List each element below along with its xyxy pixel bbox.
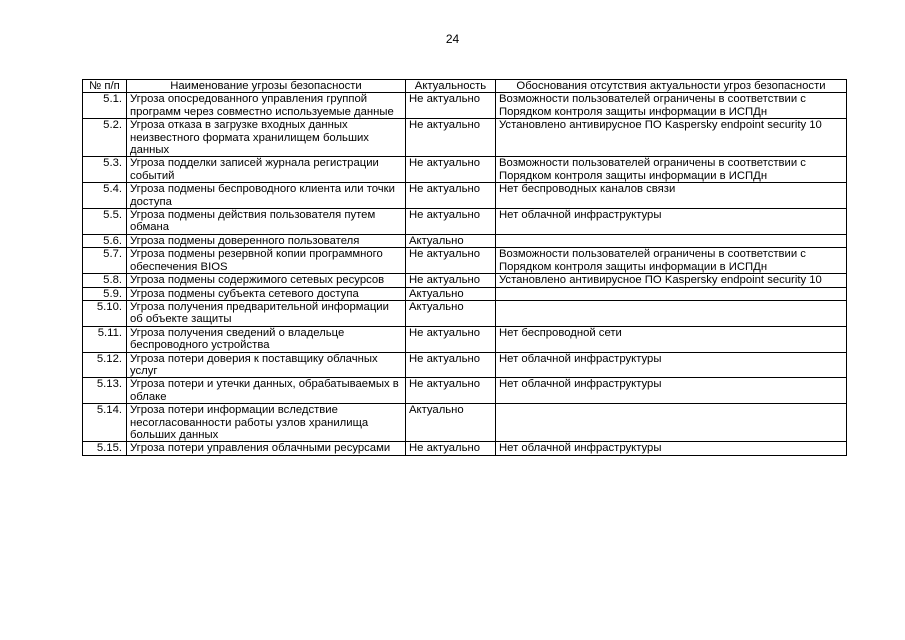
- row-name: Угроза потери управления облачными ресурсами: [127, 442, 406, 455]
- row-name: Угроза подмены содержимого сетевых ресурсов: [127, 274, 406, 287]
- row-actuality: Не актуально: [406, 248, 496, 274]
- table-row: [83, 326, 847, 352]
- row-num: 5.11.: [83, 326, 127, 352]
- row-name: Угроза получения предварительной информации об объекте защиты: [127, 300, 406, 326]
- row-num: 5.5.: [83, 209, 127, 235]
- header-actuality: Актуальность: [406, 80, 496, 93]
- row-actuality: Не актуально: [406, 209, 496, 235]
- row-justification: Возможности пользователей ограничены в соответствии с Порядком контроля защиты информации в ИСПДн: [496, 93, 847, 119]
- row-actuality: Не актуально: [406, 93, 496, 119]
- row-justification: Нет облачной инфраструктуры: [496, 209, 847, 235]
- row-name: Угроза отказа в загрузке входных данных неизвестного формата хранилищем больших данных: [127, 119, 406, 157]
- row-name: Угроза потери и утечки данных, обрабатываемых в облаке: [127, 378, 406, 404]
- row-num: 5.14.: [83, 404, 127, 442]
- row-actuality: Не актуально: [406, 442, 496, 455]
- table-row: [83, 378, 847, 404]
- row-name: Угроза подделки записей журнала регистрации событий: [127, 157, 406, 183]
- row-num: 5.13.: [83, 378, 127, 404]
- row-actuality: Актуально: [406, 234, 496, 247]
- row-justification: Возможности пользователей ограничены в соответствии с Порядком контроля защиты информации в ИСПДн: [496, 157, 847, 183]
- row-num: 5.8.: [83, 274, 127, 287]
- row-justification: Возможности пользователей ограничены в соответствии с Порядком контроля защиты информации в ИСПДн: [496, 248, 847, 274]
- row-num: 5.7.: [83, 248, 127, 274]
- row-actuality: Актуально: [406, 287, 496, 300]
- table-row: [83, 93, 847, 119]
- row-num: 5.9.: [83, 287, 127, 300]
- table-header-row: [83, 80, 847, 93]
- row-justification: Нет облачной инфраструктуры: [496, 378, 847, 404]
- table-row: [83, 248, 847, 274]
- row-actuality: Не актуально: [406, 183, 496, 209]
- table-row: [83, 209, 847, 235]
- row-actuality: Не актуально: [406, 326, 496, 352]
- row-actuality: Не актуально: [406, 274, 496, 287]
- table-row: [83, 300, 847, 326]
- row-actuality: Не актуально: [406, 157, 496, 183]
- row-num: 5.3.: [83, 157, 127, 183]
- row-name: Угроза подмены субъекта сетевого доступа: [127, 287, 406, 300]
- row-num: 5.1.: [83, 93, 127, 119]
- row-name: Угроза получения сведений о владельце беспроводного устройства: [127, 326, 406, 352]
- table-row: [83, 119, 847, 157]
- row-num: 5.2.: [83, 119, 127, 157]
- row-num: 5.12.: [83, 352, 127, 378]
- row-actuality: Не актуально: [406, 378, 496, 404]
- table-row: [83, 404, 847, 442]
- row-justification: [496, 234, 847, 247]
- threats-table: [82, 79, 847, 456]
- table-row: [83, 274, 847, 287]
- row-name: Угроза потери доверия к поставщику облачных услуг: [127, 352, 406, 378]
- row-justification: [496, 404, 847, 442]
- row-justification: Нет беспроводной сети: [496, 326, 847, 352]
- table-row: [83, 442, 847, 455]
- row-actuality: Актуально: [406, 404, 496, 442]
- table-row: [83, 183, 847, 209]
- row-justification: [496, 287, 847, 300]
- row-name: Угроза подмены действия пользователя путем обмана: [127, 209, 406, 235]
- row-num: 5.15.: [83, 442, 127, 455]
- table-row: [83, 352, 847, 378]
- row-num: 5.6.: [83, 234, 127, 247]
- row-actuality: Не актуально: [406, 119, 496, 157]
- row-justification: Нет облачной инфраструктуры: [496, 352, 847, 378]
- row-name: Угроза подмены резервной копии программного обеспечения BIOS: [127, 248, 406, 274]
- table-row: [83, 287, 847, 300]
- row-actuality: Не актуально: [406, 352, 496, 378]
- row-num: 5.10.: [83, 300, 127, 326]
- row-justification: Нет беспроводных каналов связи: [496, 183, 847, 209]
- row-num: 5.4.: [83, 183, 127, 209]
- row-actuality: Актуально: [406, 300, 496, 326]
- header-name: Наименование угрозы безопасности: [127, 80, 406, 93]
- row-name: Угроза подмены беспроводного клиента или точки доступа: [127, 183, 406, 209]
- row-name: Угроза опосредованного управления группой программ через совместно используемые данные: [127, 93, 406, 119]
- header-justification: Обоснования отсутствия актуальности угроз безопасности: [496, 80, 847, 93]
- row-name: Угроза потери информации вследствие несогласованности работы узлов хранилища больших данных: [127, 404, 406, 442]
- row-justification: Установлено антивирусное ПО Kaspersky endpoint security 10: [496, 119, 847, 157]
- row-justification: Установлено антивирусное ПО Kaspersky endpoint security 10: [496, 274, 847, 287]
- row-justification: [496, 300, 847, 326]
- page-number: 24: [445, 32, 460, 46]
- row-justification: Нет облачной инфраструктуры: [496, 442, 847, 455]
- table-row: [83, 157, 847, 183]
- table-row: [83, 234, 847, 247]
- header-num: № п/п: [83, 80, 127, 93]
- row-name: Угроза подмены доверенного пользователя: [127, 234, 406, 247]
